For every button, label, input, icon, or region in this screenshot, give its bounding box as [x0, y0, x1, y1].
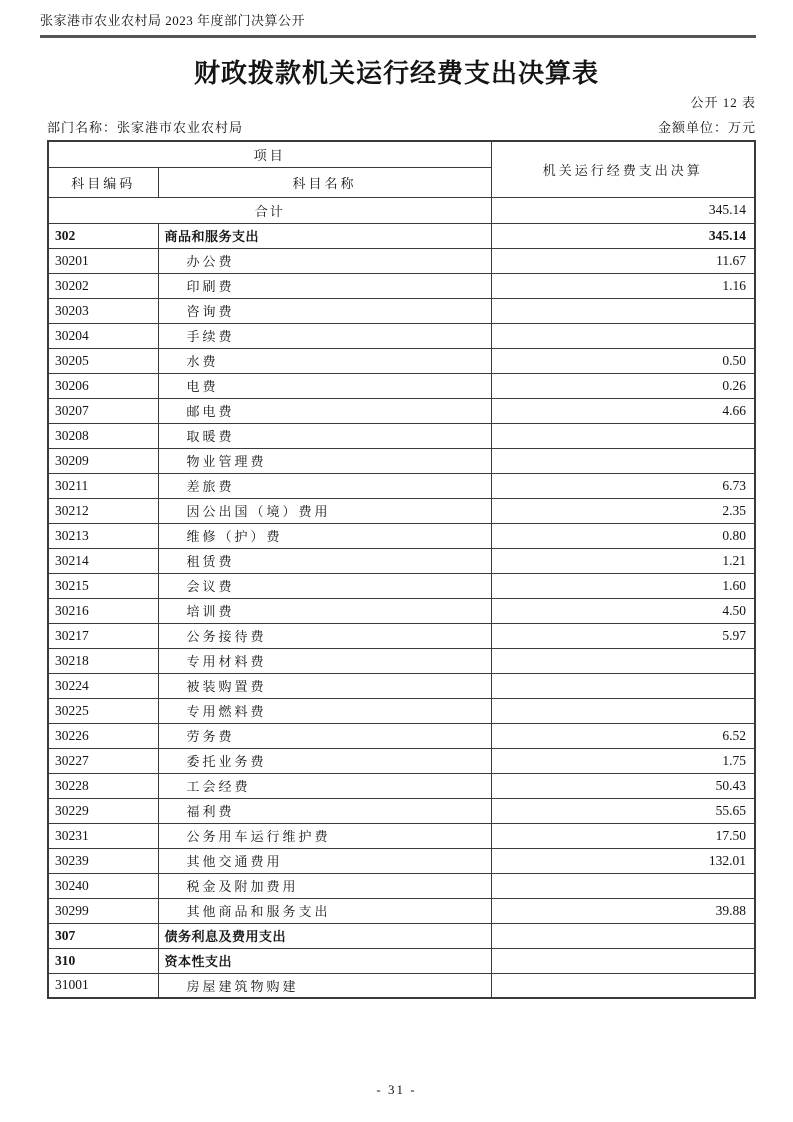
table-row	[48, 498, 755, 523]
page-title: 财政拨款机关运行经费支出决算表	[193, 59, 599, 88]
subject-code: 30224	[48, 673, 158, 698]
amount-value: 1.21	[491, 548, 755, 573]
table-row	[48, 473, 755, 498]
subject-name: 印刷费	[158, 273, 491, 298]
table-body	[48, 197, 755, 998]
subject-code: 30239	[48, 848, 158, 873]
table-row	[48, 323, 755, 348]
amount-value: 1.60	[491, 573, 755, 598]
subject-name: 电费	[158, 373, 491, 398]
table-row	[48, 748, 755, 773]
table-row	[48, 798, 755, 823]
amount-value: 1.16	[491, 273, 755, 298]
department-name: 部门名称：张家港市农业农村局	[47, 120, 244, 135]
total-value: 345.14	[491, 197, 755, 223]
amount-value	[491, 673, 755, 698]
header-value: 机关运行经费支出决算	[491, 141, 755, 197]
subject-code: 30225	[48, 698, 158, 723]
table-row	[48, 948, 755, 973]
subject-code: 30216	[48, 598, 158, 623]
table-row	[48, 223, 755, 248]
subject-code: 30214	[48, 548, 158, 573]
subject-code: 30212	[48, 498, 158, 523]
table-row	[48, 373, 755, 398]
subject-code: 30213	[48, 523, 158, 548]
amount-value	[491, 873, 755, 898]
subject-code: 30227	[48, 748, 158, 773]
subject-name: 房屋建筑物购建	[158, 973, 491, 998]
subject-code: 30218	[48, 648, 158, 673]
table-row	[48, 973, 755, 998]
subject-code: 30228	[48, 773, 158, 798]
subject-name: 物业管理费	[158, 448, 491, 473]
subject-name: 资本性支出	[158, 948, 491, 973]
subject-code: 30229	[48, 798, 158, 823]
subject-code: 30208	[48, 423, 158, 448]
subject-code: 30207	[48, 398, 158, 423]
table-row	[48, 548, 755, 573]
table-row	[48, 823, 755, 848]
amount-value: 2.35	[491, 498, 755, 523]
subject-name: 办公费	[158, 248, 491, 273]
amount-value	[491, 948, 755, 973]
subject-name: 专用燃料费	[158, 698, 491, 723]
header-subject-code: 科目编码	[48, 167, 158, 197]
subject-code: 30204	[48, 323, 158, 348]
amount-value	[491, 698, 755, 723]
amount-value: 0.26	[491, 373, 755, 398]
subject-name: 委托业务费	[158, 748, 491, 773]
subject-code: 30226	[48, 723, 158, 748]
subject-code: 30240	[48, 873, 158, 898]
subject-name: 手续费	[158, 323, 491, 348]
meta-row	[47, 117, 756, 136]
amount-value: 55.65	[491, 798, 755, 823]
table-row	[48, 398, 755, 423]
subject-name: 水费	[158, 348, 491, 373]
subject-name: 租赁费	[158, 548, 491, 573]
table-row	[48, 723, 755, 748]
subject-name: 邮电费	[158, 398, 491, 423]
table-number: 公开 12 表	[690, 95, 756, 110]
subject-name: 公务用车运行维护费	[158, 823, 491, 848]
header-subject-name: 科目名称	[158, 167, 491, 197]
subject-name: 专用材料费	[158, 648, 491, 673]
total-label: 合计	[48, 197, 491, 223]
amount-value: 0.50	[491, 348, 755, 373]
amount-value: 5.97	[491, 623, 755, 648]
subject-code: 30231	[48, 823, 158, 848]
table-row	[48, 773, 755, 798]
subject-code: 307	[48, 923, 158, 948]
subject-code: 30201	[48, 248, 158, 273]
table-row	[48, 698, 755, 723]
amount-value: 6.52	[491, 723, 755, 748]
table-row	[48, 673, 755, 698]
subject-code: 310	[48, 948, 158, 973]
subject-name: 福利费	[158, 798, 491, 823]
amount-value: 39.88	[491, 898, 755, 923]
subject-name: 其他商品和服务支出	[158, 898, 491, 923]
header-row-project	[48, 141, 755, 167]
amount-value: 345.14	[491, 223, 755, 248]
subject-code: 30209	[48, 448, 158, 473]
subject-code: 30215	[48, 573, 158, 598]
subject-code: 30217	[48, 623, 158, 648]
subject-name: 公务接待费	[158, 623, 491, 648]
subject-name: 差旅费	[158, 473, 491, 498]
subject-name: 工会经费	[158, 773, 491, 798]
subject-code: 30205	[48, 348, 158, 373]
amount-value: 6.73	[491, 473, 755, 498]
amount-value	[491, 323, 755, 348]
table-row	[48, 298, 755, 323]
subject-code: 30202	[48, 273, 158, 298]
amount-value	[491, 298, 755, 323]
table-row	[48, 273, 755, 298]
amount-unit: 金额单位：万元	[657, 120, 756, 135]
subject-code: 30299	[48, 898, 158, 923]
amount-value: 132.01	[491, 848, 755, 873]
subject-code: 30206	[48, 373, 158, 398]
page-number: - 31 -	[376, 1082, 417, 1097]
amount-value: 50.43	[491, 773, 755, 798]
subject-code: 30203	[48, 298, 158, 323]
table-row	[48, 448, 755, 473]
amount-value: 4.66	[491, 398, 755, 423]
amount-value: 11.67	[491, 248, 755, 273]
header-project: 项目	[48, 141, 491, 167]
subject-name: 会议费	[158, 573, 491, 598]
subject-name: 培训费	[158, 598, 491, 623]
amount-value	[491, 923, 755, 948]
subject-name: 咨询费	[158, 298, 491, 323]
table-row	[48, 423, 755, 448]
document-header: 张家港市农业农村局 2023 年度部门决算公开	[40, 10, 756, 38]
amount-value	[491, 423, 755, 448]
subject-name: 债务利息及费用支出	[158, 923, 491, 948]
table-row	[48, 348, 755, 373]
subject-name: 维修（护）费	[158, 523, 491, 548]
subject-code: 31001	[48, 973, 158, 998]
table-row	[48, 848, 755, 873]
table-row	[48, 248, 755, 273]
table-row	[48, 598, 755, 623]
table-row	[48, 873, 755, 898]
expense-table	[47, 140, 756, 999]
amount-value	[491, 448, 755, 473]
subject-name: 取暖费	[158, 423, 491, 448]
total-row	[48, 197, 755, 223]
subject-name: 其他交通费用	[158, 848, 491, 873]
amount-value	[491, 973, 755, 998]
subject-name: 税金及附加费用	[158, 873, 491, 898]
subject-name: 因公出国（境）费用	[158, 498, 491, 523]
amount-value	[491, 648, 755, 673]
amount-value: 17.50	[491, 823, 755, 848]
amount-value: 0.80	[491, 523, 755, 548]
subject-code: 30211	[48, 473, 158, 498]
amount-value: 1.75	[491, 748, 755, 773]
subject-name: 被装购置费	[158, 673, 491, 698]
subject-name: 劳务费	[158, 723, 491, 748]
table-row	[48, 573, 755, 598]
subject-name: 商品和服务支出	[158, 223, 491, 248]
table-row	[48, 623, 755, 648]
subject-code: 302	[48, 223, 158, 248]
table-row	[48, 523, 755, 548]
amount-value: 4.50	[491, 598, 755, 623]
table-row	[48, 923, 755, 948]
table-row	[48, 648, 755, 673]
table-row	[48, 898, 755, 923]
